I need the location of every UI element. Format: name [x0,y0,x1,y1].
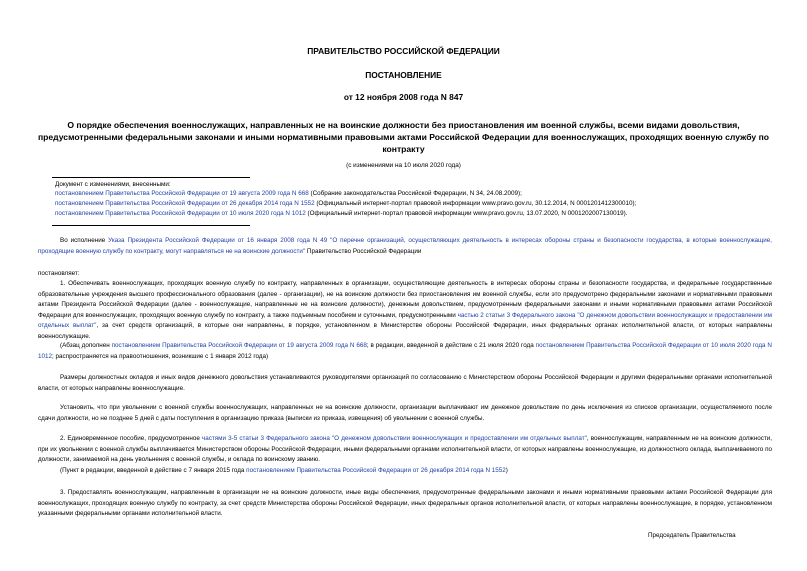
date-number-heading: от 12 ноября 2008 года N 847 [343,92,464,102]
paragraph-1-note: (Абзац дополнен постановлением Правительства Российской Федерации от 19 августа 2009 года N 668; в редакции, введенной в действие с 21 июля 2020 года постановлением Правительства Российской Федерации от 10 июля 2020 года N 1012; распространяется на правоотношения, возникшие с 1 января 2012 года) [38,342,772,360]
president-decree-link[interactable]: Указа Президента Российской Федерации от 16 января 2008 года N 49 "О перечне организаций, осуществляющих деятельность в интересах обороны страны и безопасности государства, в которые военнослужащие, проходящие военную службу по контракту, могут направляться не на воинские должности" [38,237,772,255]
paragraph-dismissal: Установить, что при увольнении с военной службы военнослужащих, направленных не на воинские должности, организации выплачивают им денежное довольствие по день исключения из списков организации, осуществляемого после сдачи должности, но не позднее 5 дней с даты поступления в организацию приказа (выписки из приказа, извещения) об увольнении с военной службы. [38,404,772,422]
amendment-item: постановлением Правительства Российской Федерации от 10 июля 2020 года N 1012 (Официальный интернет-портал правовой информации www.pravo.gov.ru, 13.07.2020, N 0001202007130019). [55,210,628,217]
amendment-link[interactable]: постановлением Правительства Российской Федерации от 10 июля 2020 года N 1012 [55,210,306,217]
government-heading: ПРАВИТЕЛЬСТВО РОССИЙСКОЙ ФЕДЕРАЦИИ [307,46,500,56]
decree-668-link[interactable]: постановлением Правительства Российской Федерации от 19 августа 2009 года N 668 [111,342,367,349]
amendments-heading: Документ с изменениями, внесенными: [55,181,171,188]
top-divider [52,177,250,178]
doc-type-heading: ПОСТАНОВЛЕНИЕ [365,70,442,80]
federal-law-link[interactable]: частью 2 статьи 3 Федерального закона "О денежном довольствии военнослужащих и предоставлении им отдельных выплат" [38,311,772,329]
paragraph-1: 1. Обеспечивать военнослужащих, проходящих военную службу по контракту, направленных в организации, осуществляющие деятельность в интересах обороны страны и безопасности государства, и федеральные государственные образовательные учреждения высшего профессионального образования (далее - организации), не на воинские должности без приостановления им военной службы, если это предусмотрено федеральными законами и нормативными правовыми актами Президента Российской Федерации (далее - военнослужащие, направленные не на воинские должности), денежным довольствием, предусмотренным федеральными законами и иными нормативными правовыми актами Российской Федерации для военнослужащих, проходящих военную службу по контракту, а также подъемным пособием и суточными, предусмотренными частью 2 статьи 3 Федерального закона "О денежном довольствии военнослужащих и предоставлении им отдельных выплат", за счет средств организаций, в которые они направлены, в порядке, установленном в Министерстве обороны Российской Федерации, иных федеральных органах исполнительной власти, от которых направлены военнослужащие. [38,280,773,340]
amendment-link[interactable]: постановлением Правительства Российской Федерации от 19 августа 2009 года N 668 [55,190,309,197]
revision-note: (с изменениями на 10 июля 2020 года) [346,162,461,169]
paragraph-2-note: (Пункт в редакции, введенной в действие с 7 января 2015 года постановлением Правительства Российской Федерации от 26 декабря 2014 года N 1552) [60,467,508,474]
amendment-link[interactable]: постановлением Правительства Российской Федерации от 26 декабря 2014 года N 1552 [55,200,315,207]
amendment-item: постановлением Правительства Российской Федерации от 26 декабря 2014 года N 1552 (Официальный интернет-портал правовой информации www.pravo.gov.ru, 30.12.2014, N 0001201412300010); [55,200,637,207]
paragraph-2: 2. Единовременное пособие, предусмотренное частями 3-5 статьи 3 Федерального закона "О денежном довольствии военнослужащих и предоставлении им отдельных выплат", военнослужащим, направленным не на воинские должности, при их увольнении с военной службы выплачивается Министерством обороны Российской Федерации, иными федеральными органами исполнительной власти, от которых направлены военнослужащие, из должностного оклада, выплачиваемого по должности, занимаемой на день увольнения с военной службы, и оклада по воинскому званию. [38,435,773,463]
preamble-paragraph: Во исполнение Указа Президента Российской Федерации от 16 января 2008 года N 49 "О перечне организаций, осуществляющих деятельность в интересах обороны страны и безопасности государства, в которые военнослужащие, проходящие военную службу по контракту, могут направляться не на воинские должности" Правительство Российской Федерации [38,237,772,255]
paragraph-salary: Размеры должностных окладов и иных видов денежного довольствия устанавливаются руководителями организаций по согласованию с Министерством обороны Российской Федерации и другими федеральными органами исполнительной власти, от которых направлены военнослужащие. [38,374,772,392]
signature-line: Председатель Правительства [648,532,736,539]
federal-law-parts-link[interactable]: частями 3-5 статьи 3 Федерального закона "О денежном довольствии военнослужащих и предоставлении им отдельных выплат" [201,435,587,442]
bottom-divider [52,225,250,226]
paragraph-3: 3. Предоставлять военнослужащим, направленным в организации не на воинские должности, иные виды обеспечения, предусмотренные федеральными законами и иными нормативными правовыми актами Российской Федерации для военнослужащих, проходящих военную службу по контракту, за счет средств Министерства обороны Российской Федерации, иных федеральных органов исполнительной власти, от которых направлены военнослужащие, в порядке, установленном указанными федеральными органами исполнительной власти. [38,489,772,517]
decree-1012-link[interactable]: постановлением Правительства Российской Федерации от 10 июля 2020 года N 1012 [38,342,772,360]
document-title: О порядке обеспечения военнослужащих, направленных не на воинские должности без приостановления им военной службы, всеми видами довольствия, предусмотренными федеральными законами и иными нормативными правовыми актами Российской Федерации для военнослужащих, проходящих военную службу по контракту [37,120,770,154]
decree-1552-link[interactable]: постановлением Правительства Российской Федерации от 26 декабря 2014 года N 1552 [246,467,506,474]
amendment-item: постановлением Правительства Российской Федерации от 19 августа 2009 года N 668 (Собрание законодательства Российской Федерации, N 34, 24.08.2009); [55,190,522,197]
decree-word: постановляет: [38,270,80,277]
